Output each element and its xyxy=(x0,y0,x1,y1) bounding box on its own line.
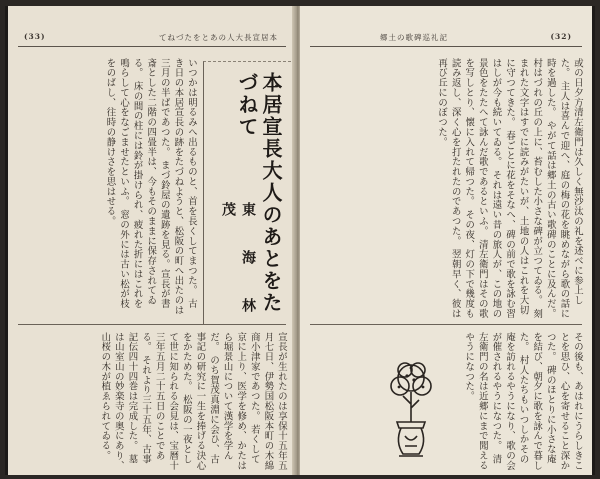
right-body-text-top xyxy=(308,58,584,320)
left-col-bottom-2: のち賀茂真淵に会ひ、古事記の研究に一生を捧げる決心をかためた。 xyxy=(180,332,220,471)
right-col-top-4: 刻まれた文字はすでに読みがたいが、土地の人はこれを大切に守つてきた。 xyxy=(504,58,543,319)
left-col-bottom-5: 墓は山室山の妙楽寺の奥にあり、山桜の木が植ゑられてゐる。 xyxy=(99,332,138,471)
right-col-top-3: 村はづれの丘の上に、苔むした小さな碑が立つてゐる。 xyxy=(531,58,543,306)
right-col-top-5: 春ごとに花をそなへ、碑の前で歌を詠む習はしが今も続いてゐる。 xyxy=(490,58,516,319)
right-header-rule xyxy=(310,46,582,47)
right-col-top-8: その夜、灯の下で幾度も読み返し、深く心を打たれたのであつた。 xyxy=(449,58,475,319)
right-col-bottom-1: 碑のほとりに小さな庵を結び、朝夕に歌を詠んで暮した。 xyxy=(517,332,556,471)
right-col-bottom-0: その後も、あはれにうらしきことを思ひ、心を寄せること深かつた。 xyxy=(544,332,583,471)
left-col-bottom-3: 松阪の一夜として世に知られる会見は、宝暦十三年五月二十五日のことである。 xyxy=(140,332,192,471)
left-col-bottom-0: 宣長が生れたのは享保十五年五月七日、伊勢国松阪本町の木綿商小津家であつた。 xyxy=(248,332,287,471)
left-body-text-bottom xyxy=(16,332,288,472)
right-col-bottom-2: 村人たちもいつしかその庵を訪れるやうになり、歌の会が催されるやうになつた。 xyxy=(490,332,529,471)
left-page-number: (33) xyxy=(24,32,46,41)
right-section-divider xyxy=(310,324,582,325)
article-author: 東 海 林 茂 xyxy=(220,202,256,346)
left-col-top-1: 古き日の本居宣長の跡をたづねようと、松阪の町へ出たのは三月の半ばであつた。 xyxy=(158,58,197,316)
right-col-top-9: 翌朝早く、彼は再び丘にのぼつた。 xyxy=(436,58,461,319)
left-page xyxy=(8,6,296,475)
right-edge-shadow xyxy=(592,6,595,475)
left-col-bottom-1: 若くして京に上り、医学を修め、かたはら堀景山について漢学を学んだ。 xyxy=(208,332,260,471)
left-col-bottom-4: それより三十五年、古事記伝四十四巻は完成した。 xyxy=(126,332,152,465)
left-page-header xyxy=(18,32,286,44)
right-body-text-bottom xyxy=(450,332,584,472)
left-running-title: てねづたをとあの人大長宣居本 xyxy=(159,33,278,42)
right-page-header xyxy=(310,32,582,44)
right-col-top-7: 清左衛門はその歌を写しとり、懐に入れて帰つた。 xyxy=(463,58,488,319)
left-col-top-0: いつかは明るみへ出るものと、首を長くしてまつた。 xyxy=(186,58,197,296)
right-page-number: (32) xyxy=(550,32,572,41)
right-col-top-6: それは遠い昔の旅人が、この地の景色をたたへて詠んだ歌であるといふ。 xyxy=(476,58,502,319)
right-page xyxy=(300,6,592,475)
left-header-rule xyxy=(18,46,286,47)
article-title: 本居宣長大人のあとをたづねて xyxy=(235,72,283,314)
left-section-divider xyxy=(18,324,286,325)
potted-tree-ornament-icon xyxy=(383,356,439,460)
right-col-top-1: 主人は喜んで迎へ、庭の梅の花を眺めながら歌の話に時を過した。 xyxy=(544,58,570,319)
left-col-top-3: 床の間の柱には鈴が掛けられ、疲れた折にはこれを鳴らして心をなごませたといふ。 xyxy=(118,58,143,309)
left-body-text-top xyxy=(16,58,198,316)
right-running-title: 郷土の歌碑巡礼記 xyxy=(380,33,448,42)
article-title-block xyxy=(203,61,291,346)
right-col-top-2: やがて話は郷土の古い歌碑のことに及んだ。 xyxy=(544,120,556,319)
right-col-bottom-3: 清左衛門の名は近郷にまで聞えるやうになつた。 xyxy=(463,332,502,471)
left-col-top-2: まづ鈴屋の遺跡を見る。宣長が書斎とした二階の四畳半は、今もそのままに保存されてゐる。 xyxy=(131,58,170,309)
left-col-top-4: 窓の外には古い松が枝をのばし、往時の静けさを思はせる。 xyxy=(104,58,130,309)
right-col-top-0: 或の日夕方清左衛門は久しく無沙汰の礼を述べに参上した。 xyxy=(558,58,583,306)
